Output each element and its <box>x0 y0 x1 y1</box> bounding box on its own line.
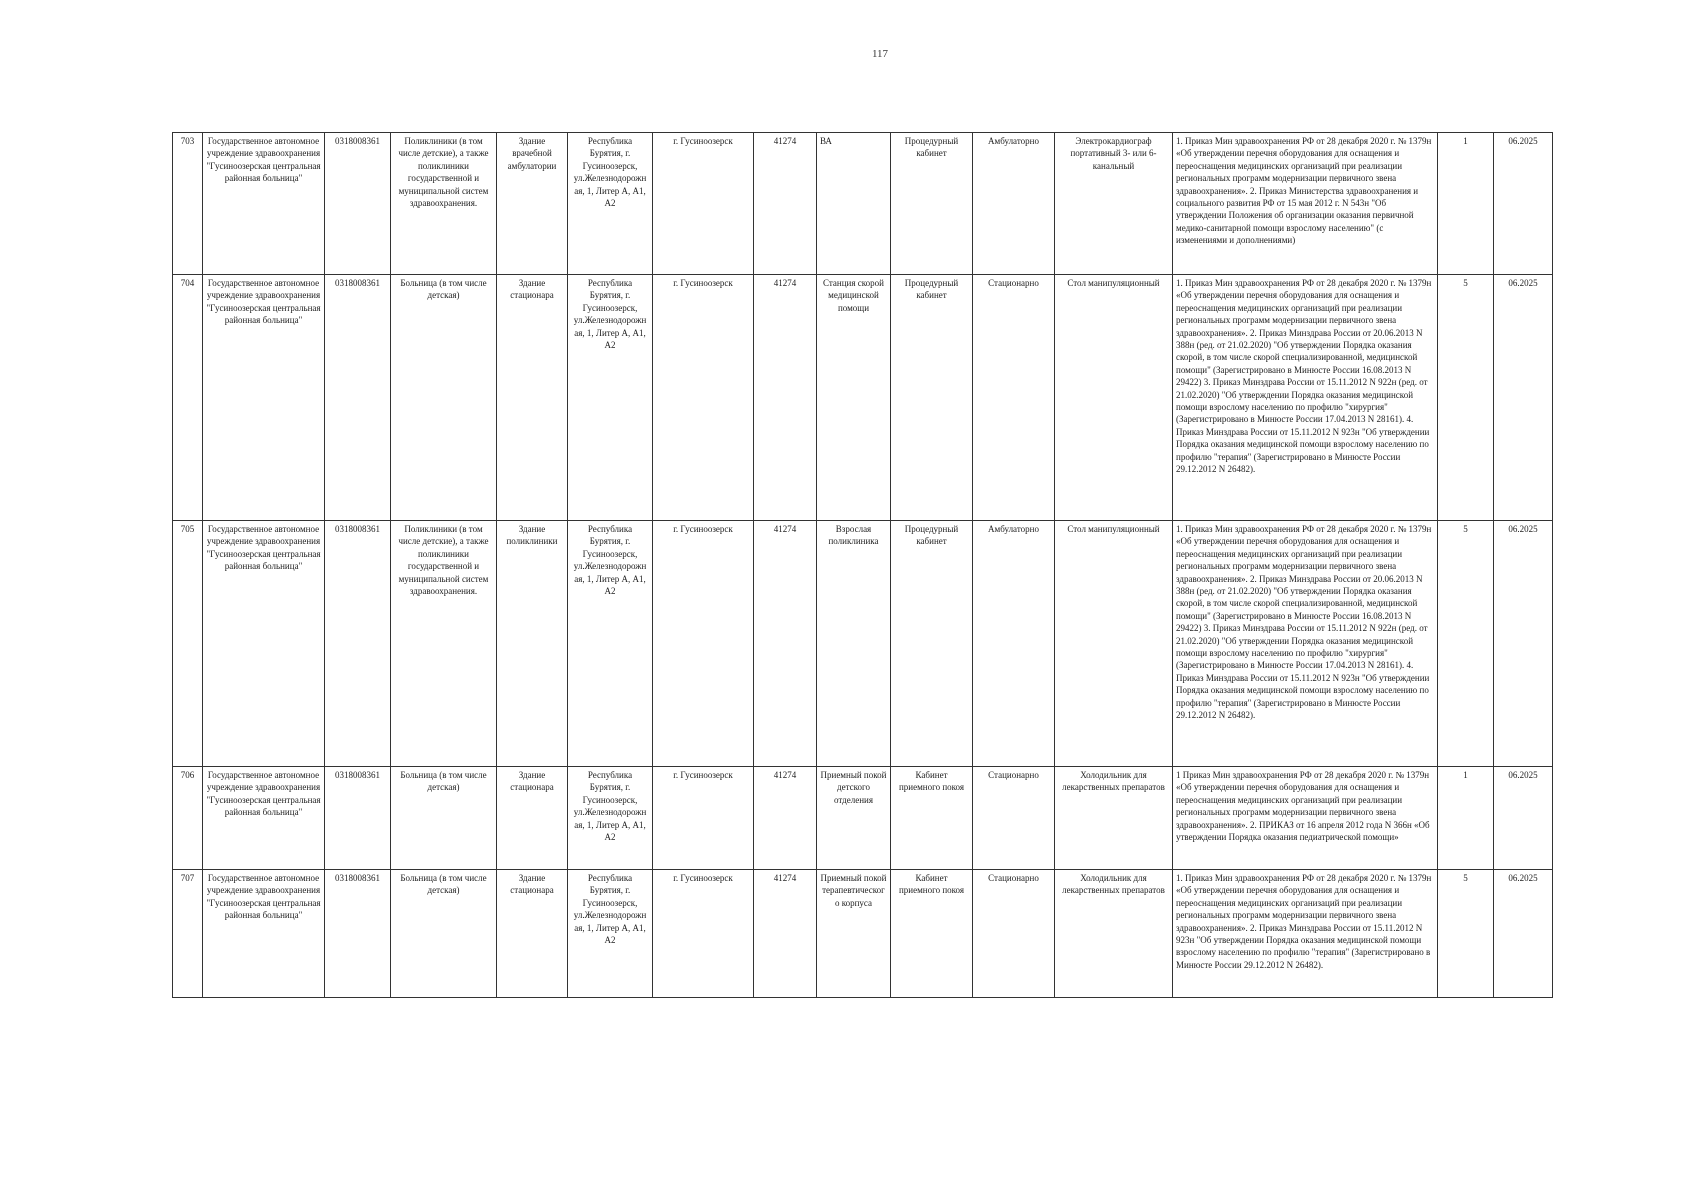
cell-quantity: 1 <box>1438 133 1494 275</box>
table-row <box>173 870 1553 998</box>
cell-department: Станция скорой медицинской помощи <box>817 275 891 521</box>
cell-date: 06.2025 <box>1494 133 1553 275</box>
cell-code: 0318008361 <box>325 275 391 521</box>
cell-equipment: Холодильник для лекарственных препаратов <box>1055 870 1173 998</box>
cell-department: ВА <box>817 133 891 275</box>
cell-index: 41274 <box>754 870 817 998</box>
cell-facility-type: Больница (в том числе детская) <box>391 870 497 998</box>
cell-organization: Государственное автономное учреждение здравоохранения "Гусиноозерская центральная районная больница" <box>203 767 325 870</box>
cell-building: Здание стационара <box>497 870 568 998</box>
cell-room: Процедурный кабинет <box>891 521 973 767</box>
table-row <box>173 521 1553 767</box>
cell-index: 41274 <box>754 133 817 275</box>
cell-address: Республика Бурятия, г. Гусиноозерск, ул.Железнодорожн ая, 1, Литер А, А1, А2 <box>568 870 653 998</box>
equipment-table <box>172 132 1553 998</box>
cell-room: Процедурный кабинет <box>891 133 973 275</box>
cell-address: Республика Бурятия, г. Гусиноозерск, ул.Железнодорожн ая, 1, Литер А, А1, А2 <box>568 133 653 275</box>
cell-city: г. Гусиноозерск <box>653 870 754 998</box>
cell-date: 06.2025 <box>1494 870 1553 998</box>
cell-organization: Государственное автономное учреждение здравоохранения "Гусиноозерская центральная районная больница" <box>203 133 325 275</box>
cell-basis: 1. Приказ Мин здравоохранения РФ от 28 декабря 2020 г. № 1379н «Об утверждении перечня оборудования для оснащения и переоснащения медицинских организаций при реализации региональных программ модернизации первичного звена здравоохранения». 2. Приказ Минздрава России от 20.06.2013 N 388н (ред. от 21.02.2020) "Об утверждении Порядка оказания скорой, в том числе скорой специализированной, медицинской помощи" (Зарегистрировано в Минюсте России 16.08.2013 N 29422) 3. Приказ Минздрава России от 15.11.2012 N 922н (ред. от 21.02.2020) "Об утверждении Порядка оказания медицинской помощи взрослому населению по профилю "хирургия" (Зарегистрировано в Минюсте России 17.04.2013 N 28161). 4. Приказ Минздрава России от 15.11.2012 N 923н "Об утверждении Порядка оказания медицинской помощи взрослому населению по профилю "терапия" (Зарегистрировано в Минюсте России 29.12.2012 N 26482). <box>1173 521 1438 767</box>
cell-department: Приемный покой терапевтическог о корпуса <box>817 870 891 998</box>
cell-mode: Амбулаторно <box>973 133 1055 275</box>
cell-index: 41274 <box>754 767 817 870</box>
cell-organization: Государственное автономное учреждение здравоохранения "Гусиноозерская центральная районная больница" <box>203 870 325 998</box>
cell-department: Взрослая поликлиника <box>817 521 891 767</box>
cell-quantity: 5 <box>1438 521 1494 767</box>
cell-mode: Стационарно <box>973 870 1055 998</box>
cell-room: Кабинет приемного покоя <box>891 767 973 870</box>
cell-basis: 1. Приказ Мин здравоохранения РФ от 28 декабря 2020 г. № 1379н «Об утверждении перечня оборудования для оснащения и переоснащения медицинских организаций при реализации региональных программ модернизации первичного звена здравоохранения». 2. Приказ Минздрава России от 20.06.2013 N 388н (ред. от 21.02.2020) "Об утверждении Порядка оказания скорой, в том числе скорой специализированной, медицинской помощи" (Зарегистрировано в Минюсте России 16.08.2013 N 29422) 3. Приказ Минздрава России от 15.11.2012 N 922н (ред. от 21.02.2020) "Об утверждении Порядка оказания медицинской помощи взрослому населению по профилю "хирургия" (Зарегистрировано в Минюсте России 17.04.2013 N 28161). 4. Приказ Минздрава России от 15.11.2012 N 923н "Об утверждении Порядка оказания медицинской помощи взрослому населению по профилю "терапия" (Зарегистрировано в Минюсте России 29.12.2012 N 26482). <box>1173 275 1438 521</box>
cell-organization: Государственное автономное учреждение здравоохранения "Гусиноозерская центральная районная больница" <box>203 275 325 521</box>
table-row <box>173 275 1553 521</box>
cell-equipment: Холодильник для лекарственных препаратов <box>1055 767 1173 870</box>
cell-basis: 1 Приказ Мин здравоохранения РФ от 28 декабря 2020 г. № 1379н «Об утверждении перечня оборудования для оснащения и переоснащения медицинских организаций при реализации региональных программ модернизации первичного звена здравоохранения». 2. ПРИКАЗ от 16 апреля 2012 года N 366н «Об утверждении Порядка оказания педиатрической помощи» <box>1173 767 1438 870</box>
page-number: 117 <box>871 48 889 60</box>
cell-code: 0318008361 <box>325 767 391 870</box>
cell-mode: Стационарно <box>973 275 1055 521</box>
cell-room: Кабинет приемного покоя <box>891 870 973 998</box>
cell-facility-type: Больница (в том числе детская) <box>391 767 497 870</box>
cell-equipment: Электрокардиограф портативный 3- или 6-канальный <box>1055 133 1173 275</box>
cell-department: Приемный покой детского отделения <box>817 767 891 870</box>
cell-equipment: Стол манипуляционный <box>1055 275 1173 521</box>
cell-code: 0318008361 <box>325 521 391 767</box>
cell-number: 704 <box>173 275 203 521</box>
cell-number: 703 <box>173 133 203 275</box>
cell-date: 06.2025 <box>1494 767 1553 870</box>
cell-address: Республика Бурятия, г. Гусиноозерск, ул.Железнодорожн ая, 1, Литер А, А1, А2 <box>568 767 653 870</box>
cell-code: 0318008361 <box>325 133 391 275</box>
table-row <box>173 133 1553 275</box>
cell-facility-type: Больница (в том числе детская) <box>391 275 497 521</box>
cell-basis: 1. Приказ Мин здравоохранения РФ от 28 декабря 2020 г. № 1379н «Об утверждении перечня оборудования для оснащения и переоснащения медицинских организаций при реализации региональных программ модернизации первичного звена здравоохранения». 2. Приказ Министерства здравоохранения и социального развития РФ от 15 мая 2012 г. N 543н "Об утверждении Положения об организации оказания первичной медико-санитарной помощи взрослому населению" (с изменениями и дополнениями) <box>1173 133 1438 275</box>
cell-facility-type: Поликлиники (в том числе детские), а также поликлиники государственной и муниципальной систем здравоохранения. <box>391 133 497 275</box>
cell-date: 06.2025 <box>1494 275 1553 521</box>
cell-city: г. Гусиноозерск <box>653 133 754 275</box>
cell-quantity: 5 <box>1438 275 1494 521</box>
cell-facility-type: Поликлиники (в том числе детские), а также поликлиники государственной и муниципальной систем здравоохранения. <box>391 521 497 767</box>
cell-city: г. Гусиноозерск <box>653 275 754 521</box>
cell-quantity: 1 <box>1438 767 1494 870</box>
cell-building: Здание врачебной амбулатории <box>497 133 568 275</box>
cell-index: 41274 <box>754 521 817 767</box>
cell-address: Республика Бурятия, г. Гусиноозерск, ул.Железнодорожн ая, 1, Литер А, А1, А2 <box>568 521 653 767</box>
cell-basis: 1. Приказ Мин здравоохранения РФ от 28 декабря 2020 г. № 1379н «Об утверждении перечня оборудования для оснащения и переоснащения медицинских организаций при реализации региональных программ модернизации первичного звена здравоохранения». 2. Приказ Минздрава России от 15.11.2012 N 923н "Об утверждении Порядка оказания медицинской помощи взрослому населению по профилю "терапия" (Зарегистрировано в Минюсте России 29.12.2012 N 26482). <box>1173 870 1438 998</box>
cell-city: г. Гусиноозерск <box>653 767 754 870</box>
cell-date: 06.2025 <box>1494 521 1553 767</box>
cell-mode: Стационарно <box>973 767 1055 870</box>
cell-building: Здание стационара <box>497 275 568 521</box>
cell-quantity: 5 <box>1438 870 1494 998</box>
cell-number: 706 <box>173 767 203 870</box>
cell-number: 707 <box>173 870 203 998</box>
cell-city: г. Гусиноозерск <box>653 521 754 767</box>
cell-number: 705 <box>173 521 203 767</box>
cell-building: Здание стационара <box>497 767 568 870</box>
cell-index: 41274 <box>754 275 817 521</box>
cell-address: Республика Бурятия, г. Гусиноозерск, ул.Железнодорожн ая, 1, Литер А, А1, А2 <box>568 275 653 521</box>
table-row <box>173 767 1553 870</box>
cell-mode: Амбулаторно <box>973 521 1055 767</box>
cell-building: Здание поликлиники <box>497 521 568 767</box>
cell-room: Процедурный кабинет <box>891 275 973 521</box>
cell-code: 0318008361 <box>325 870 391 998</box>
cell-organization: Государственное автономное учреждение здравоохранения "Гусиноозерская центральная районная больница" <box>203 521 325 767</box>
cell-equipment: Стол манипуляционный <box>1055 521 1173 767</box>
